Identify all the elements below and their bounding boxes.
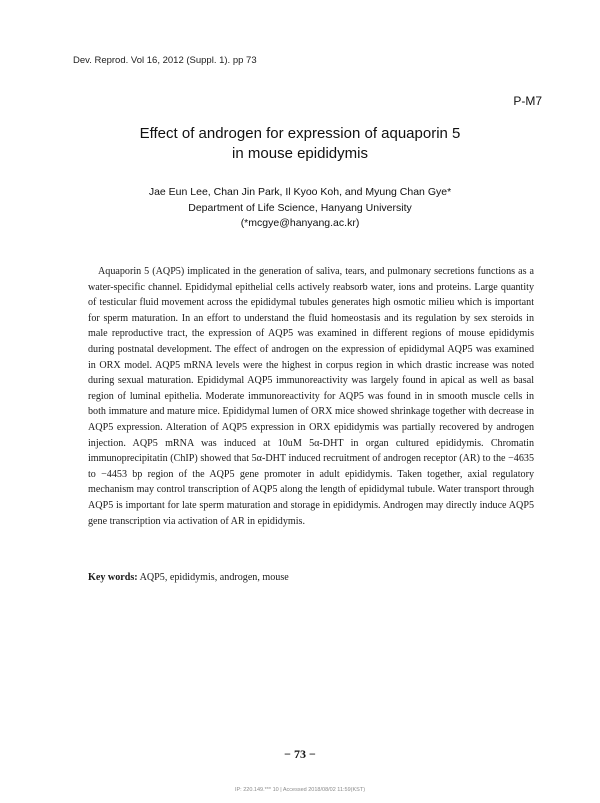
access-footer: IP: 220.149.*** 10 | Accessed 2018/08/02 11:59(KST) [234, 787, 366, 793]
paper-title [0, 124, 600, 164]
keywords-text: AQP5, epididymis, androgen, mouse [139, 572, 289, 583]
author-email: (*mcgye@hanyang.ac.kr) [240, 217, 360, 229]
author-names: Jae Eun Lee, Chan Jin Park, Il Kyoo Koh, and Myung Chan Gye* [148, 186, 452, 198]
keywords [88, 572, 289, 583]
poster-code: P-M7 [513, 94, 542, 108]
page-number: − 73 − [284, 747, 316, 761]
title-line-1: Effect of androgen for expression of aquaporin 5 [139, 125, 461, 142]
keywords-label: Key words: [88, 572, 138, 583]
title-line-2: in mouse epididymis [232, 145, 368, 162]
author-block [0, 185, 600, 232]
journal-citation: Dev. Reprod. Vol 16, 2012 (Suppl. 1). pp 73 [73, 55, 257, 66]
author-affiliation: Department of Life Science, Hanyang University [188, 201, 412, 214]
abstract-body: Aquaporin 5 (AQP5) implicated in the generation of saliva, tears, and pulmonary secretions functions as a water-specific channel. Epididymal epithelial cells actively reabsorb water, ions and proteins. Large quantity of testicular fluid movement across the epididymal tubules generates high osmotic milieu which is important for sperm maturation. In an effort to understand the fluid homeostasis and its regulation by sex steroids in male reproductive tract, the expression of AQP5 was examined in different regions of mouse epididymis during postnatal development. The effect of androgen on the expression of epididymal AQP5 was examined in ORX model. AQP5 mRNA levels were the highest in corpus region in which drastic increase was noted during sexual maturation. Epididymal AQP5 immunoreactivity was largely found in apical as well as basal region of luminal epithelia. Moderate immunoreactivity for AQP5 was found in in smooth muscle cells in both immature and mature mice. Epididymal lumen of ORX mice showed shrinkage together with decrease in AQP5 expression. Alteration of AQP5 expression in ORX epididymis was partially recovered by androgen injection. AQP5 mRNA was induced at 10uM 5α-DHT in organ cultured epididymis. Chromatin immunoprecipitatin (ChIP) showed that 5α-DHT induced recruitment of androgen receptor (AR) to the −4635 to −4453 bp region of the AQP5 gene promoter in adult epididymis. Taken together, axial regulatory mechanism may control transcription of AQP5 along the length of epididymal tubule. Water transport through AQP5 is important for late sperm maturation and storage in epididymis. Androgen may directly induce AQP5 gene transcription via activation of AR in epididymis. [88, 266, 534, 527]
